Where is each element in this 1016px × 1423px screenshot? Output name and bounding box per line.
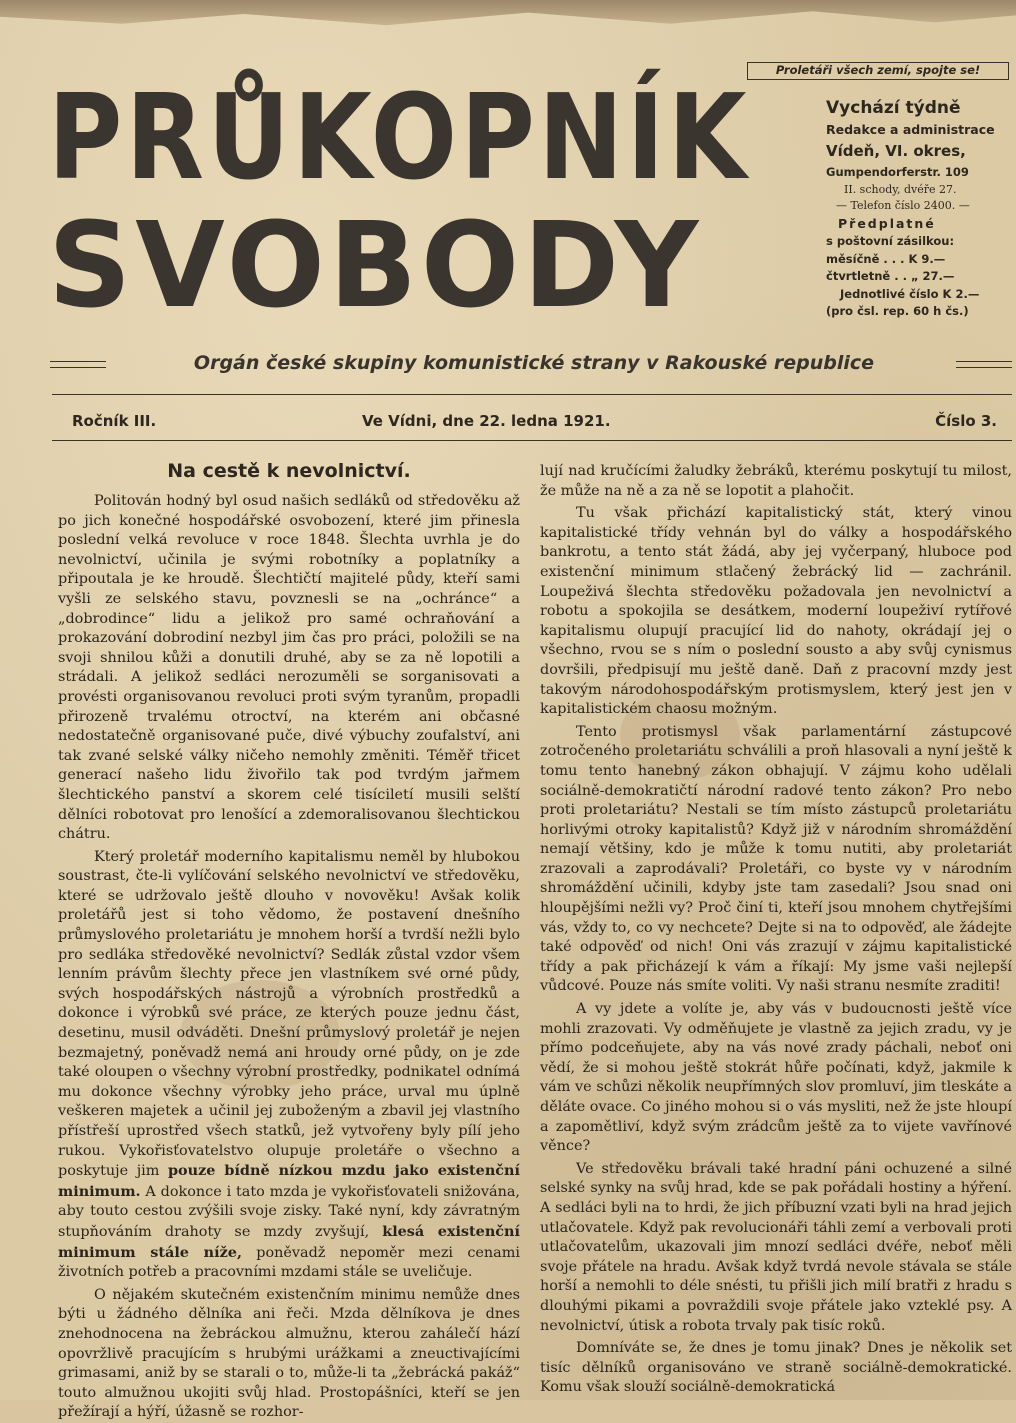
article-column-left xyxy=(58,458,520,1423)
bold-phrase: pouze bídně nízkou mzdu jako existenční minimum. xyxy=(58,1162,520,1200)
subscription-post: s poštovní zásilkou: xyxy=(826,234,955,248)
issue-text: Číslo 3. xyxy=(935,412,997,430)
bold-phrase: klesá existenční minimum stále níže, xyxy=(58,1222,520,1261)
price-quarterly: čtvrtletně . . „ 27.— xyxy=(826,269,955,283)
torn-top-edge xyxy=(0,0,1016,28)
article-column-right xyxy=(540,462,1012,1398)
phone-text: — Telefon číslo 2400. — xyxy=(836,199,970,212)
article-paragraph: Tu však přichází kapitalistický stát, který vinou kapitalistické třídy vehnán byl do války a hospodářského bankrotu, a tento stát žádá, aby jej vyčerpaný, hluboce pod existenční minimum stlačený žebrácký lid — zachránil. Loupeživá šlechta středověku požadovala jen nevolnictví a robotu a spokojila se desátkem, moderní loupeživí rytířové kapitalismu olupují pracující lid do nahoty, okrádají jej o všechno, rvou se s ním o poslední sousto a aby svůj cynismus dovršili, předpisují mu ještě daně. Daň z pracovní mzdy jest takovým národohospodářským protismyslem, který jest jen v kapitalistickém chaosu možným. xyxy=(540,505,1012,718)
slogan-box: Proletáři všech zemí, spojte se! xyxy=(747,62,1009,80)
masthead-title-line1: PRŮKOPNÍK xyxy=(48,68,750,206)
article-paragraph: Politován hodný byl osud našich sedláků od středověku až po jich konečné hospodářské osvobození, které jim přinesla poslední velká revoluce v roce 1848. Šlechta uvrhla je do nevolnictví, učinila je svými robotníky a poplatníky a připoutala je ke hroudě. Šlechtičtí majitelé půdy, kteří sami vyšli ze selského stavu, povznesli se na „ochránce“ a „dobrodince“ lidu a jelikož pro samé ochraňování a prokazování dobrodiní nezbyl jim čas pro práci, položili se na svoji shnilou kůži a donutili druhé, aby se za ně lopotili a strádali. A jelikož sedláci nerozuměli se sorganisovati a provésti organisovanou revoluci proti svým tyranům, propadli přirozeně trvalému otroctví, na kterém ani občasné nedostatečně organisované puče, divé výbuchy zoufalství, ani tak zvané selské války ničeho nemohly změniti. Téměř třicet generací našeho lidu živořilo tak pod tvrdým jařmem šlechtického panství a skorem celé tisíciletí musili selští dělníci robotovat pro lenošící a zdemoralisovanou šlechtickou chátru. xyxy=(58,493,520,843)
dateline xyxy=(72,408,997,434)
article-title: Na cestě k nevolnictví. xyxy=(167,460,411,482)
masthead-title-line2: SVOBODY xyxy=(48,196,703,334)
article-paragraph: O nějakém skutečném existenčním minimu nemůže dnes býti u žádného dělníka ani řeči. Mzda dělníkova je dnes znehodnocena na žebráckou almužnu, kterou zahálečí hází opovržlivě pracujícím s hrubými urážkami a zneuctivajícími grimasami, aniž by se starali o to, může-li ta „žebrácká pakáž“ touto almužnou ukojiti svůj hlad. Prostopášníci, kteří se jen přežírají a hýří, úžasně se rozhor- xyxy=(58,1286,520,1421)
article-paragraph: Ve středověku brávali také hradní páni ochuzené a silné selské synky na svůj hrad, kde se pak pořádali hostiny a hýření. A sedláci byli na to hrdi, že jich příbuzní vzati byli na hrad jejich utlačovatele. Když pak revolucionáři táhli zemí a verbovali proti utlačovatelům, ukazovali jim mnozí sedláci dvéře, neboť měli svoje přátele na hradu. Avšak když tvrdá nevole stávala se stále horší a nemohli to déle snésti, tu přišli jich milí bratři z hradu s dlouhými pikami a povraždili svoje přátele jako vzteklé psy. A nevolnictví, útisk a robota trvaly pak tisíc roků. xyxy=(540,1160,1012,1334)
street-text: Gumpendorferstr. 109 xyxy=(826,165,969,179)
subscription-title: Předplatné xyxy=(838,216,936,231)
masthead-subtitle: Orgán české skupiny komunistické strany v Rakouské republice xyxy=(193,352,875,374)
date-text: Ve Vídni, dne 22. ledna 1921. xyxy=(362,412,611,430)
publication-info xyxy=(826,96,1016,321)
divider-bottom xyxy=(52,440,1012,441)
price-single-cs: (pro čsl. rep. 60 h čs.) xyxy=(826,304,969,318)
article-paragraph: Domníváte se, že dnes je tomu jinak? Dnes je několik set tisíc dělníků organisováno ve straně sociálně-demokratické. Komu však slouží sociálně-demokratická xyxy=(540,1340,1012,1396)
city-text: Vídeň, VI. okres, xyxy=(826,142,966,160)
floor-text: II. schody, dvéře 27. xyxy=(844,183,957,196)
decorative-rule xyxy=(956,361,1012,368)
article-paragraph: Tento protismysl však parlamentární zástupcové zotročeného proletariátu schválili a proň hlasovali a nyní ještě k tomu tento hanebný zákon obhajují. V zájmu koho udělali sociálně-demokratičtí národní radové tento zákon? Pro nebo proti proletariátu? Nestali se tím místo zástupců proletariátu horlivými otroky kapitalistů? Když již v národním shromáždění nemají většiny, kdo je může k tomu nutiti, aby proletariát zrazovali a zaprodávali? Proletáři, co byste vy v národním shromáždění učinili, kdyby jste tam zasedali? Jsou snad oni hloupějšími nežli vy? Proč činí ti, kteří jsou mnohem chytřejšími vás, vždy to, co vy nechcete? Dejte si na to odpověď, ale žádejte také odpověď od nich! Oni vás zrazují v zájmu kapitalistické třídy a pak přicházejí k vám a říkají: My jsme vaši nejlepší vůdcové. Pouze nás smíte voliti. Vy naši stranu nesmíte zraditi! xyxy=(540,723,1012,995)
frequency-text: Vychází týdně xyxy=(826,98,961,118)
editorial-text: Redakce a administrace xyxy=(826,122,995,137)
volume-text: Ročník III. xyxy=(72,412,157,430)
price-monthly: měsíčně . . . K 9.— xyxy=(826,251,946,266)
decorative-rule xyxy=(50,361,106,368)
article-paragraph: Který proletář moderního kapitalismu neměl by hlubokou soustrast, čte-li vylíčování selského nevolnictví ve středověku, které se udržovalo ještě dlouho v novověku! Avšak kolik proletářů jest si toho vědomo, že postavení dnešního průmyslového proletariátu je mnohem horší a tvrdší nežli bylo pro sedláka středověké nevolnictví? Sedlák zůstal vzdor všem lenním právům šlechty přece jen vlastníkem své orné půdy, svých hospodářských nástrojů a výrobních prostředků a dokonce i výrobků své práce, ze kterých pouze jednu část, desetinu, musil odváděti. Dnešní průmyslový proletář je nejen bezmajetný, poněvadž nemá ani hroudy orné půdy, on je zde také oloupen o všechny výrobní prostředky, podnikatel odnímá mu dokonce všechny výrobky jeho práce, urval mu úplně veškeren majetek a učinil jej zuboženým a zbavil jej vlastního přístřeší uprostřed všech statků, jež vytvořeny byly pílí jeho rukou. Vykořisťovatelstvo olupuje proletáře o všechno a poskytuje jim pouze bídně nízkou mzdu jako existenční minimum. A dokonce i tato mzda je vykořisťovateli snižována, aby touto cestou zvýšili svoje zisky. Také nyní, kdy závratným stupňováním drahoty se mzdy zvyšují, klesá existenční minimum stále níže, poněvadž nepoměr mezi cenami životních potřeb a pracovními mzdami stále se uveličuje. xyxy=(58,848,520,1281)
divider-top xyxy=(52,394,1012,395)
price-single: Jednotlivé číslo K 2.— xyxy=(840,286,980,301)
subtitle-row xyxy=(50,348,1012,378)
article-paragraph: lují nad kručícími žaludky žebráků, kterému poskytují tu milost, že může na ně a za ně se lopotit a plahočit. xyxy=(540,463,1012,499)
article-paragraph: A vy jdete a volíte je, aby vás v budoucnosti ještě více mohli zrazovati. Vy odměňujete je vlastně za jejich zradu, vy je přímo podceňujete, aby na vás nové zrady páchali, neboť oni vědí, že si mohou ještě stokrát hůře počínati, když, jakmile k vám ve schůzi několik neupřímných slov promluví, jim tleskáte a děláte ovace. Co jiného mohou si o vás mysliti, než že jste hloupí a zapomětliví, když svým zrádcům ještě za to vijete vavřínové věnce? xyxy=(540,1001,1012,1155)
